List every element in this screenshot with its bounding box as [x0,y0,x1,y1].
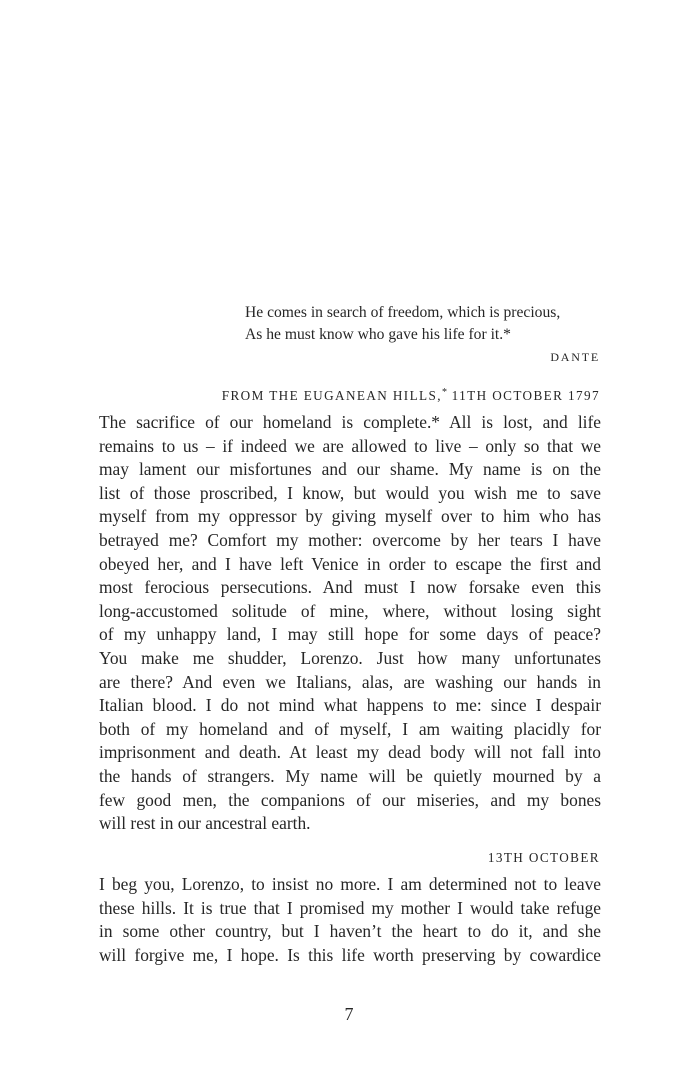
letter-heading [222,388,600,404]
text-line-content: myself from my oppressor by giving myself over to him who has [99,506,601,527]
text-line [99,789,601,813]
text-line-content: I beg you, Lorenzo, to insist no more. I am determined not to leave [99,874,601,894]
text-line [99,553,601,577]
text-line [99,647,601,671]
text-line [99,576,601,600]
text-line-content: list of those proscribed, I know, but would you wish me to save [99,482,601,503]
text-line-content: remains to us – if indeed we are allowed to live – only so that we [99,435,601,456]
text-line [99,873,601,897]
text-line-content: will rest in our ancestral earth. [99,813,311,834]
text-line [99,920,601,944]
heading-date: 11TH OCTOBER 1797 [446,388,600,403]
letter-body [99,411,601,836]
text-line [99,505,601,529]
footnote-marker: * [441,387,447,398]
text-line [99,765,601,789]
text-line-content: The sacrifice of our homeland is complete.* All is lost, and life [99,412,601,432]
text-line [99,671,601,695]
text-line [99,944,601,968]
epigraph [245,302,601,346]
text-line [99,623,601,647]
text-line-content: imprisonment and death. At least my dead body will not fall into [99,742,601,763]
text-line-content: are there? And even we Italians, alas, are washing our hands in [99,671,601,692]
text-line-content: may lament our misfortunes and our shame. My name is on the [99,459,601,480]
text-line-content: both of my homeland and of myself, I am waiting placidly for [99,718,601,739]
text-line-content: most ferocious persecutions. And must I now forsake even this [99,577,601,598]
text-line [99,411,601,435]
text-line [99,458,601,482]
text-line-content: You make me shudder, Lorenzo. Just how many unfortunates [99,647,601,668]
text-line-content: long-accustomed solitude of mine, where, without losing sight [99,600,601,621]
text-line-content: Italian blood. I do not mind what happens to me: since I despair [99,695,601,716]
epigraph-line: As he must know who gave his life for it.* [245,326,511,343]
text-line [99,718,601,742]
text-line-content: obeyed her, and I have left Venice in order to escape the first and [99,553,601,574]
text-line [99,482,601,506]
heading-place: FROM THE EUGANEAN HILLS, [221,388,442,403]
letter-body [99,873,601,967]
text-line [99,897,601,921]
text-line [99,600,601,624]
text-line-content: the hands of strangers. My name will be quietly mourned by a [99,765,601,786]
text-line [99,812,601,836]
text-line [99,529,601,553]
text-line [99,435,601,459]
letter-heading: 13TH OCTOBER [487,850,600,865]
text-line-content: betrayed me? Comfort my mother: overcome by her tears I have [99,529,601,550]
text-line-content: will forgive me, I hope. Is this life worth preserving by cowardice [99,944,601,965]
epigraph-attribution: DANTE [550,350,600,364]
text-line [99,741,601,765]
text-line [99,694,601,718]
page-number: 7 [344,1004,354,1024]
text-line-content: of my unhappy land, I may still hope for some days of peace? [99,624,601,645]
text-line-content: in some other country, but I haven’t the heart to do it, and she [99,921,601,942]
epigraph-line: He comes in search of freedom, which is precious, [245,304,561,321]
text-line-content: these hills. It is true that I promised my mother I would take refuge [99,897,601,918]
text-line-content: few good men, the companions of our miseries, and my bones [99,789,601,810]
